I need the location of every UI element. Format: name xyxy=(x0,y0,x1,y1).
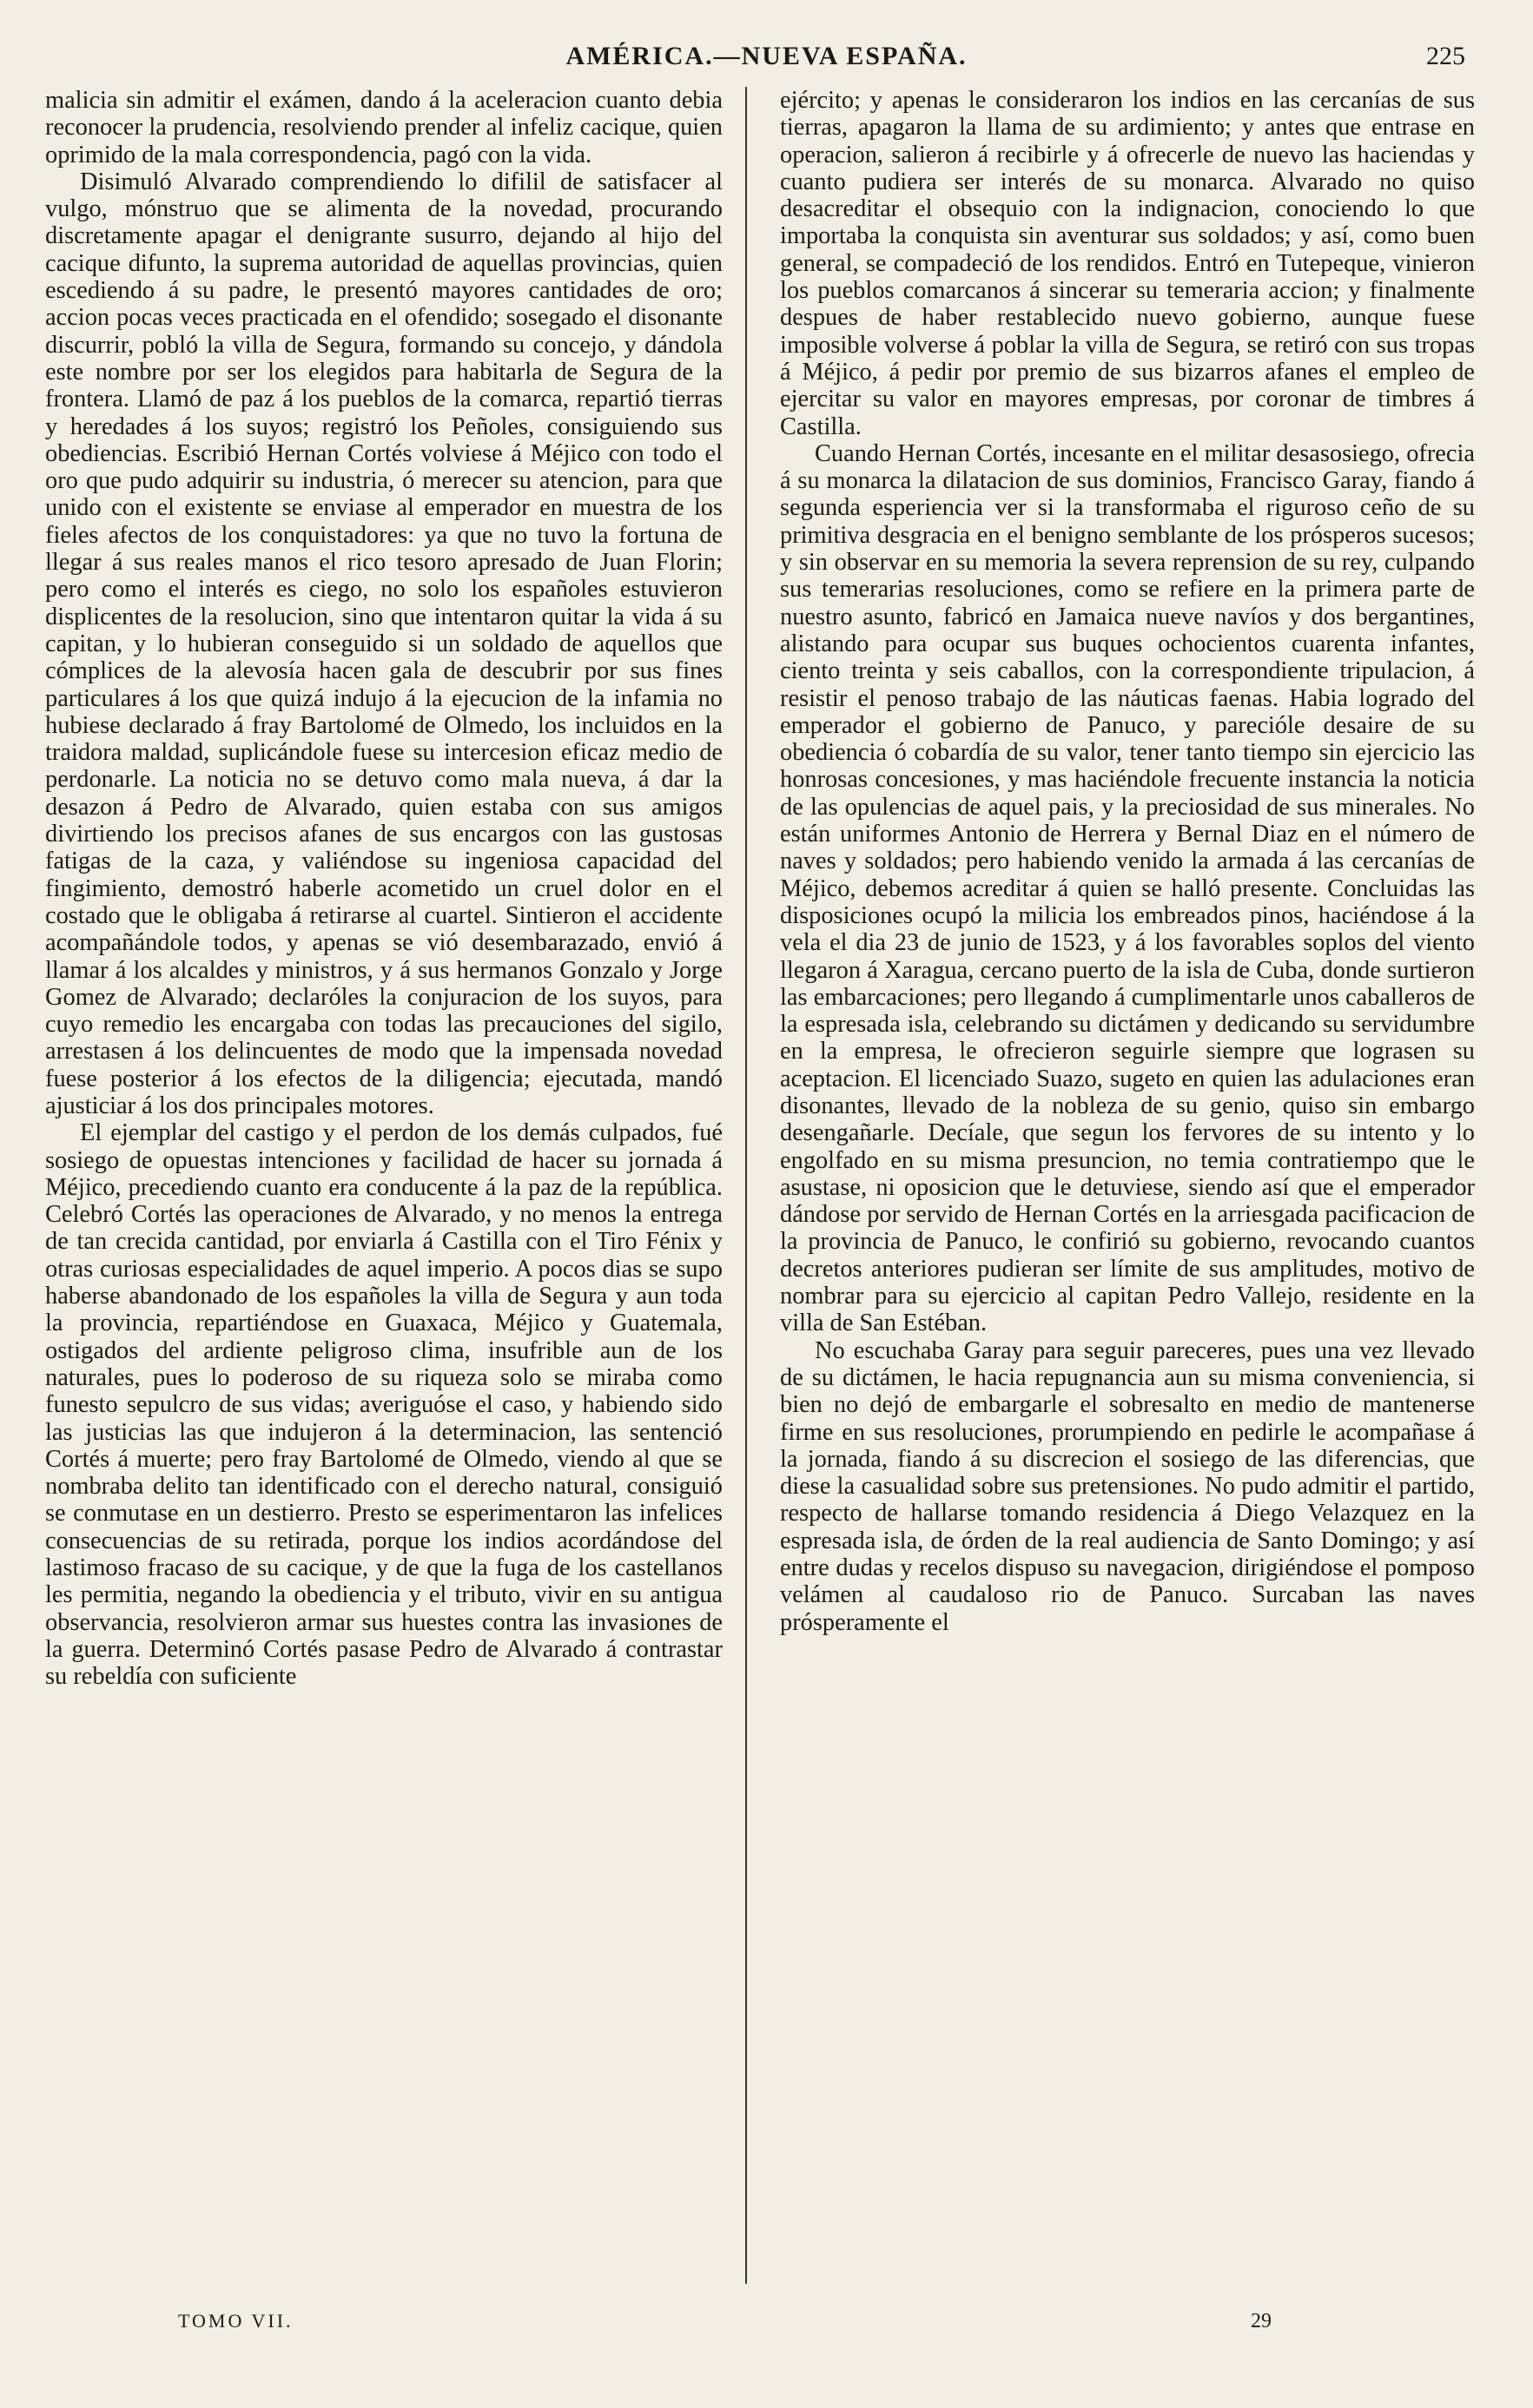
paragraph: Disimuló Alvarado comprendiendo lo difilil de satisfacer al vulgo, mónstruo que se alimenta de la novedad, procurando discretamente apagar el denigrante susurro, dejando al hijo del cacique difunto, la suprema autoridad de aquellas provincias, quien escediendo á su padre, le presentó mayores cantidades de oro; accion pocas veces practicada en el ofendido; sosegado el disonante discurrir, pobló la villa de Segura, formando su concejo, y dándola este nombre por ser los elegidos para habitarla de Segura de la frontera. Llamó de paz á los pueblos de la comarca, repartió tierras y heredades á los suyos; registró los Peñoles, consiguiendo sus obediencias. Escribió Hernan Cortés volviese á Méjico con todo el oro que pudo adquirir su industria, ó merecer su atencion, para que unido con el existente se enviase al emperador en muestra de los fieles afectos de los conquistadores: ya que no tuvo la fortuna de llegar á sus reales manos el rico tesoro apresado de Juan Florin; pero como el interés es ciego, no solo los españoles estuvieron displicentes de la resolucion, sino que intentaron quitar la vida á su capitan, y lo hubieran conseguido si un soldado de aquellos que cómplices de la alevosía hacen gala de descubrir por sus fines particulares á los que quizá indujo á la ejecucion de la infamia no hubiese declarado á fray Bartolomé de Olmedo, los incluidos en la traidora maldad, suplicándole fuese su intercesion eficaz medio de perdonarle. La noticia no se detuvo como mala nueva, á dar la desazon á Pedro de Alvarado, quien estaba con sus amigos divirtiendo los precisos afanes de sus encargos con las gustosas fatigas de la caza, y valiéndose su ingeniosa capacidad del fingimiento, demostró haberle acometido un cruel dolor en el costado que le obligaba á retirarse al cuartel. Sintieron el accidente acompañándole todos, y apenas se vió desembarazado, envió á llamar á los alcaldes y ministros, y á sus hermanos Gonzalo y Jorge Gomez de Alvarado; declaróles la conjuracion de los suyos, para cuyo remedio les encargaba con todas las precauciones del sigilo, arrestasen á los delincuentes de modo que la impensada novedad fuese posterior á los efectos de la diligencia; ejecutada, mandó ajusticiar á los dos principales motores. xyxy=(45,168,723,1119)
paragraph: Cuando Hernan Cortés, incesante en el militar desasosiego, ofrecia á su monarca la dilatacion de sus dominios, Francisco Garay, fiando á segunda esperiencia ver si la transformaba el riguroso ceño de su primitiva desgracia en el benigno semblante de los prósperos sucesos; y sin observar en su memoria la severa reprension de su rey, culpando sus temerarias resoluciones, como se refiere en la primera parte de nuestro asunto, fabricó en Jamaica nueve navíos y dos bergantines, alistando para ocupar sus buques ochocientos cuarenta infantes, ciento treinta y seis caballos, con la correspondiente tripulacion, á resistir el penoso trabajo de las náuticas faenas. Habia logrado del emperador el gobierno de Panuco, y parecióle desaire de su obediencia ó cobardía de su valor, tener tanto tiempo sin ejercicio las honrosas concesiones, y mas haciéndole frecuente instancia la noticia de las opulencias de aquel pais, y la preciosidad de sus minerales. No están uniformes Antonio de Herrera y Bernal Diaz en el número de naves y soldados; pero habiendo venido la armada á las cercanías de Méjico, debemos acreditar á quien se halló presente. Concluidas las disposiciones ocupó la milicia los embreados pinos, haciéndose á la vela el dia 23 de junio de 1523, y á los favorables soplos del viento llegaron á Xaragua, cercano puerto de la isla de Cuba, donde surtieron las embarcaciones; pero llegando á cumplimentarle unos caballeros de la espresada isla, celebrando su dictámen y dedicando su servidumbre en la empresa, le ofrecieron seguirle siempre que lograsen su aceptacion. El licenciado Suazo, sugeto en quien las adulaciones eran disonantes, llevado de la nobleza de su genio, quiso sin embargo desengañarle. Decíale, que segun los fervores de su intento y lo engolfado en su misma presuncion, no temia contratiempo que le asustase, ni oposicion que le detuviese, siendo así que el emperador dándose por servido de Hernan Cortés en la arriesgada pacificacion de la provincia de Panuco, le confirió su gobierno, revocando cuantos decretos anteriores pudieran ser límite de sus amplitudes, motivo de nombrar para su ejercicio al capitan Pedro Vallejo, residente en la villa de San Estéban. xyxy=(780,439,1475,1337)
running-header xyxy=(0,35,1533,87)
page-title: AMÉRICA.—NUEVA ESPAÑA. xyxy=(565,42,968,70)
paragraph: El ejemplar del castigo y el perdon de los demás culpados, fué sosiego de opuestas intenciones y facilidad de hacer su jornada á Méjico, precediendo cuanto era conducente á la paz de la república. Celebró Cortés las operaciones de Alvarado, y no menos la entrega de tan crecida cantidad, por enviarla á Castilla con el Tiro Fénix y otras curiosas especialidades de aquel imperio. A pocos dias se supo haberse abandonado de los españoles la villa de Segura y aun toda la provincia, repartiéndose en Guaxaca, Méjico y Guatemala, ostigados del ardiente peligroso clima, insufrible aun de los naturales, pues lo poderoso de su riqueza solo se miraba como funesto sepulcro de sus vidas; averiguóse el caso, y habiendo sido las justicias las que indujeron á la determinacion, las sentenció Cortés á muerte; pero fray Bartolomé de Olmedo, viendo al que se nombraba delito tan identificado con el derecho natural, consiguió se conmutase en un destierro. Presto se esperimentaron las infelices consecuencias de su retirada, porque los indios acordándose del lastimoso fracaso de su cacique, y de que la fuga de los castellanos les permitia, negando la obediencia y el tributo, vivir en su antigua observancia, resolvieron armar sus huestes contra las invasiones de la guerra. Determinó Cortés pasase Pedro de Alvarado á contrastar su rebeldía con suficiente xyxy=(45,1119,723,1691)
page-footer xyxy=(0,2310,1533,2345)
left-column xyxy=(45,87,723,2284)
signature-mark: 29 xyxy=(1251,2310,1272,2332)
page-number: 225 xyxy=(1426,42,1465,70)
column-divider xyxy=(745,87,747,2284)
paragraph: No escuchaba Garay para seguir pareceres, pues una vez llevado de su dictámen, le hacia repugnancia aun su misma conveniencia, si bien no dejó de embargarle el sobresalto en medio de mantenerse firme en sus resoluciones, prorumpiendo en pedirle le acompañase á la jornada, fiando á su discrecion el sosiego de las diferencias, que diese la casualidad sobre sus pretensiones. No pudo admitir el partido, respecto de hallarse tomando residencia á Diego Velazquez en la espresada isla, de órden de la real audiencia de Santo Domingo; y así entre dudas y recelos dispuso su navegacion, dirigiéndose el pomposo velámen al caudaloso rio de Panuco. Surcaban las naves prósperamente el xyxy=(780,1336,1475,1636)
paragraph: malicia sin admitir el exámen, dando á la aceleracion cuanto debia reconocer la prudencia, resolviendo prender al infeliz cacique, quien oprimido de la mala correspondencia, pagó con la vida. xyxy=(45,87,723,168)
right-column xyxy=(780,87,1475,2284)
paragraph: ejército; y apenas le consideraron los indios en las cercanías de sus tierras, apagaron la llama de su ardimiento; y antes que entrase en operacion, salieron á recibirle y á ofrecerle de nuevo las haciendas y cuanto pudiera ser interés de su monarca. Alvarado no quiso desacreditar el obsequio con la indignacion, conociendo lo que importaba la conquista sin aventurar sus soldados; y así, como buen general, se compadeció de los rendidos. Entró en Tutepeque, vinieron los pueblos comarcanos á sincerar su temeraria accion; y finalmente despues de haber restablecido nuevo gobierno, aunque fuese imposible volverse á poblar la villa de Segura, se retiró con sus tropas á Méjico, á pedir por premio de sus bizarros afanes el empleo de ejercitar su valor en mayores empresas, por coronar de timbres á Castilla. xyxy=(780,87,1475,440)
volume-label: TOMO VII. xyxy=(178,2310,294,2332)
